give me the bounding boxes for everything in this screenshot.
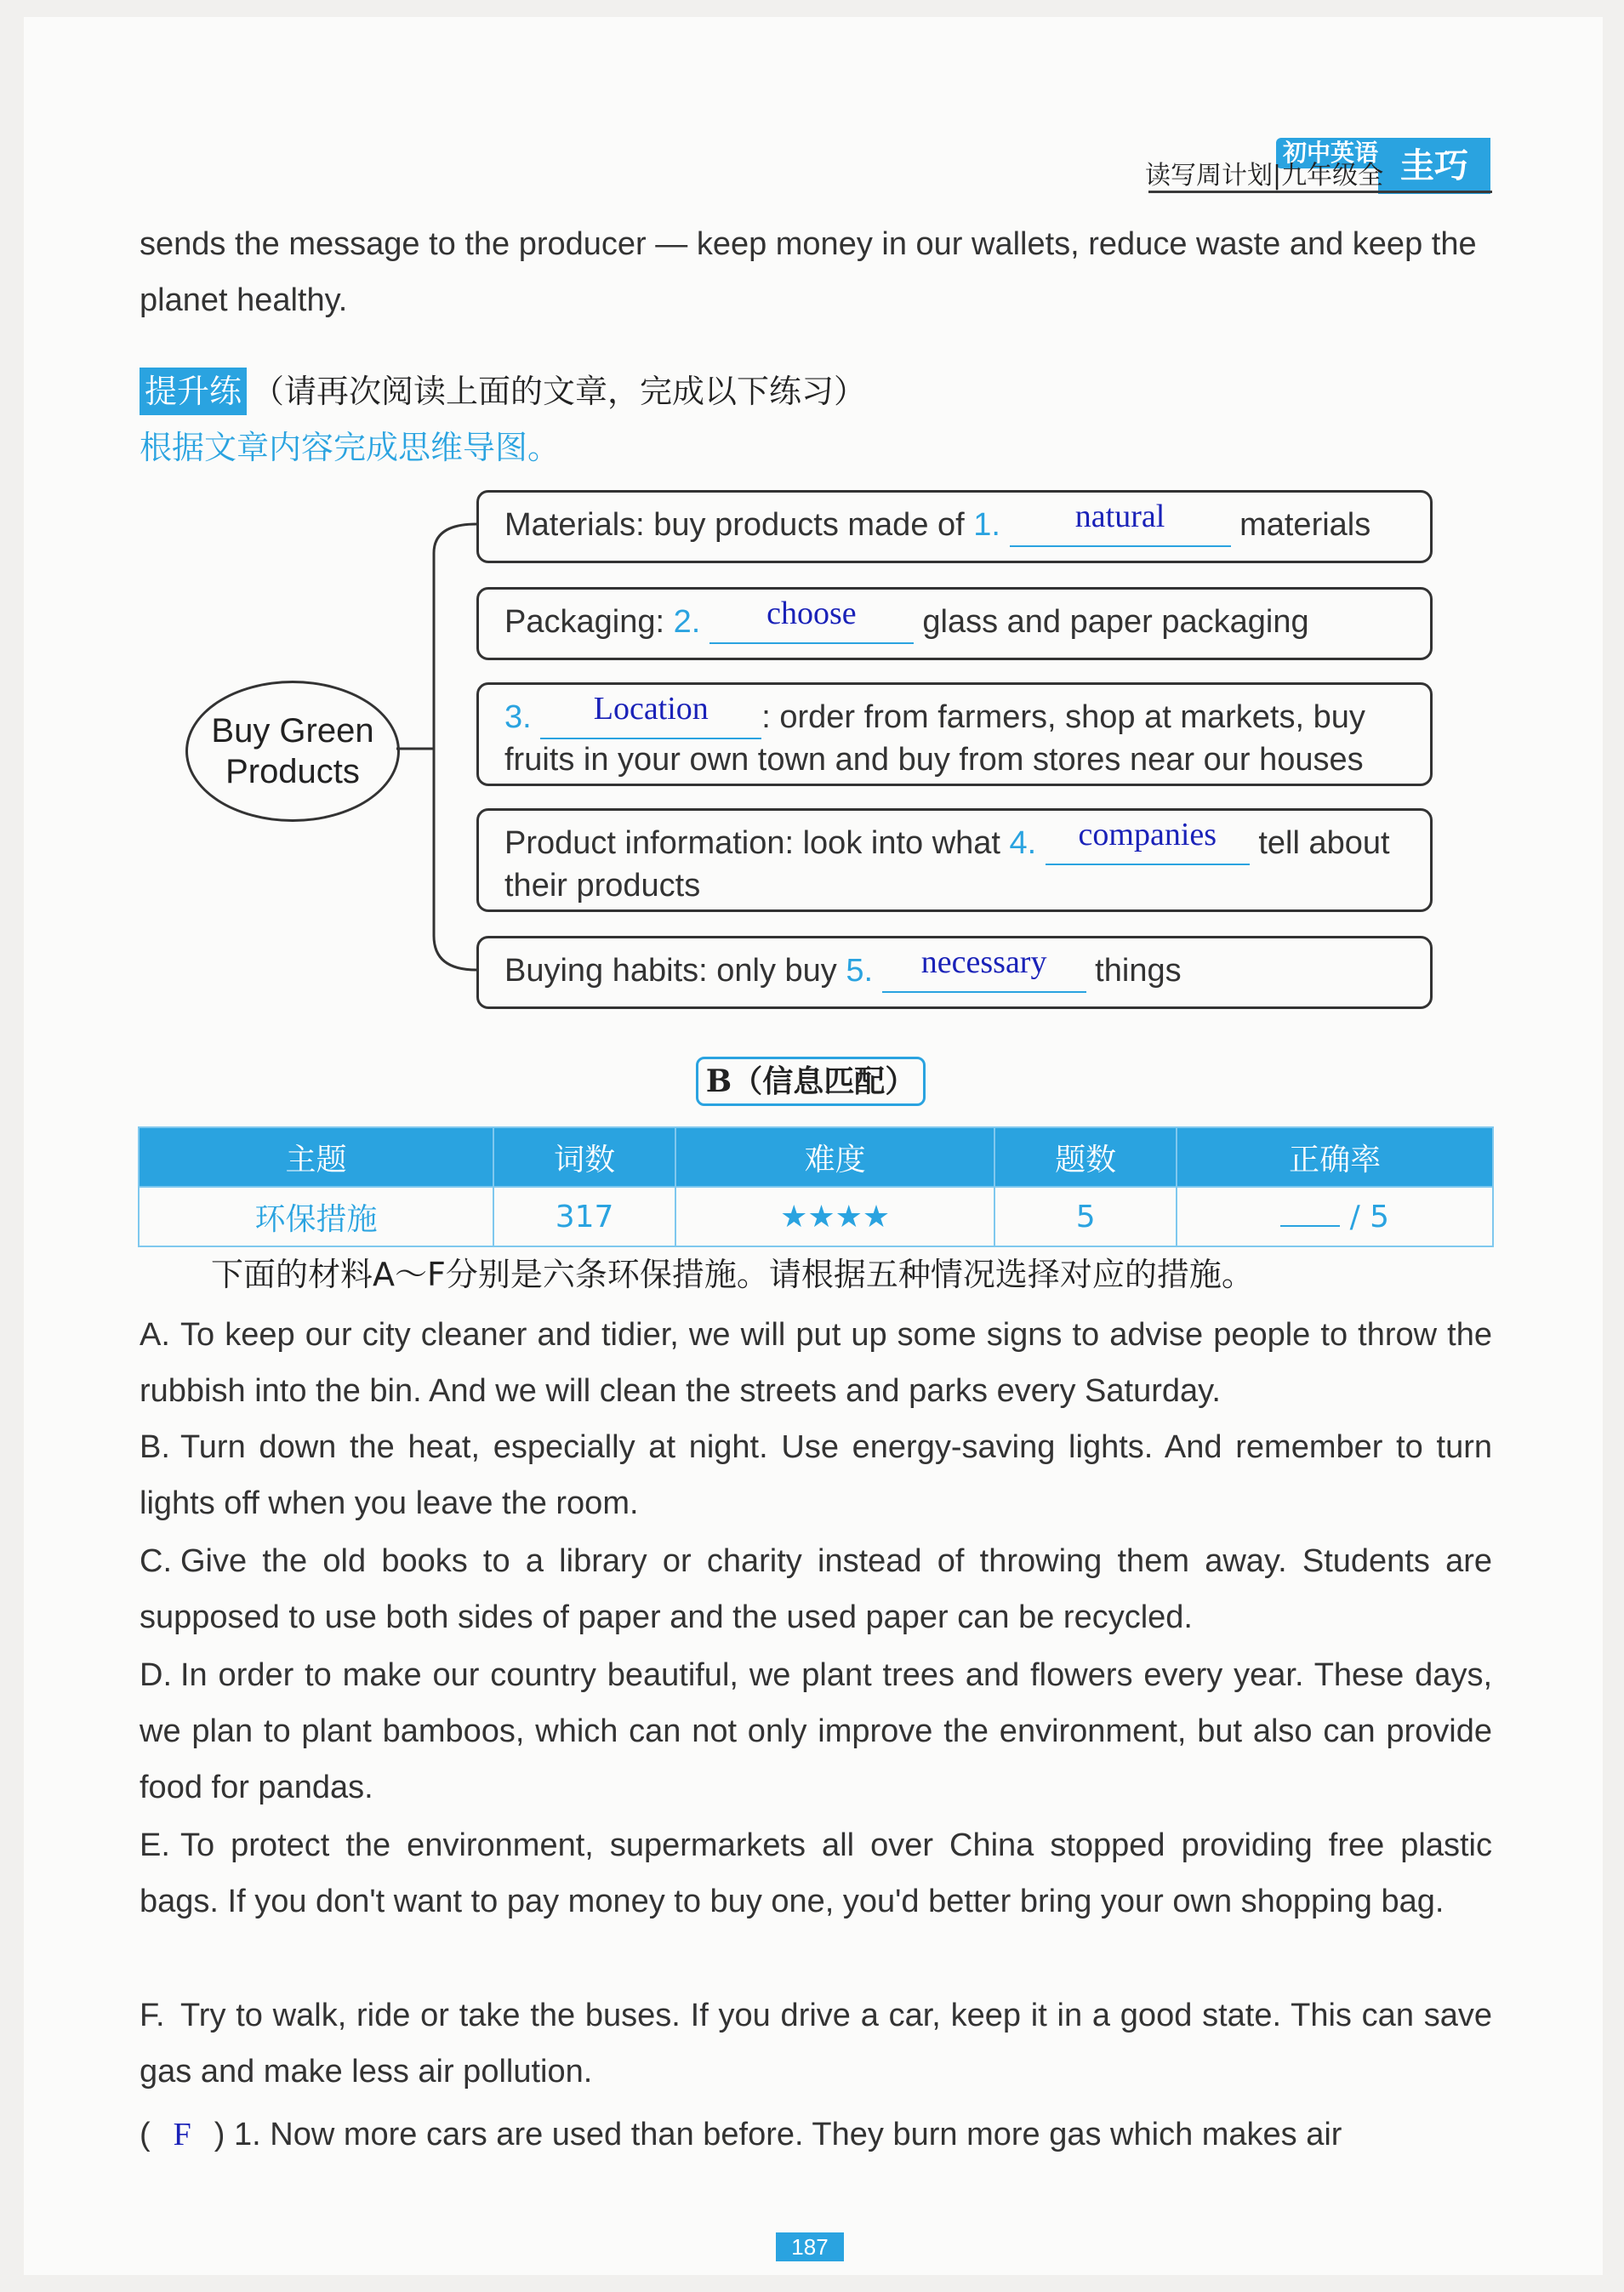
answer-4: companies <box>1078 817 1217 852</box>
series-subtitle: 读写周计划|九年级全 <box>1145 161 1384 191</box>
question-1-answer[interactable]: F <box>173 2117 191 2152</box>
mind-map-center: Buy Green Products <box>185 681 400 822</box>
mind-map-item-materials: Materials: buy products made of 1. natural materials <box>476 490 1433 563</box>
table-header: 题数 <box>994 1127 1177 1187</box>
question-1: ( F ) 1. Now more cars are used than before. They burn more gas which makes air <box>140 2107 1492 2163</box>
mind-map-item-buying-habits: Buying habits: only buy 5. necessary things <box>476 936 1433 1009</box>
option-b: B. Turn down the heat, especially at night. Use energy-saving lights. And remember to turn lights off when you leave the room. <box>140 1429 1492 1521</box>
table-header: 词数 <box>493 1127 675 1187</box>
option-d: D. In order to make our country beautiful, we plant trees and flowers every year. These days, we plan to plant bamboos, which can not only improve the environment, but also can provide food for pandas. <box>140 1657 1492 1805</box>
page-number: 187 <box>776 2232 844 2261</box>
answer-1: natural <box>1074 499 1165 534</box>
section-title: （请再次阅读上面的文章，完成以下练习） <box>252 373 867 410</box>
option-f: F. Try to walk, ride or take the buses. If you drive a car, keep it in a good state. This can save gas and make less air pollution. <box>140 1998 1492 2090</box>
table-cell-words: 317 <box>493 1187 675 1246</box>
section-subtitle: 根据文章内容完成思维导图。 <box>140 429 561 466</box>
series-badge: 初中英语 <box>1276 138 1385 168</box>
table-cell-accuracy: / 5 <box>1177 1187 1493 1246</box>
instruction: 下面的材料A～F分别是六条环保措施。请根据五种情况选择对应的措施。 <box>211 1256 1254 1293</box>
answer-3: Location <box>593 691 709 727</box>
blank-3[interactable] <box>540 691 761 739</box>
section-tag: 提升练 <box>140 368 247 415</box>
table-header: 主题 <box>139 1127 493 1187</box>
table-header: 正确率 <box>1177 1127 1493 1187</box>
blank-1[interactable] <box>1010 499 1231 547</box>
blank-4[interactable] <box>1046 817 1250 865</box>
table-header: 难度 <box>675 1127 994 1187</box>
mind-map-item-location: 3. Location : order from farmers, shop at markets, buy fruits in your own town and buy from stores near our houses <box>476 682 1433 786</box>
table-header-row <box>139 1127 1493 1187</box>
brand-logo: 圭巧 <box>1378 138 1490 194</box>
option-e: E. To protect the environment, supermarkets all over China stopped providing free plastic bags. If you don't want to pay money to buy one, you'd better bring your own shopping bag. <box>140 1827 1492 1919</box>
blank-5[interactable] <box>882 944 1086 993</box>
mind-map-item-packaging: Packaging: 2. choose glass and paper packaging <box>476 587 1433 660</box>
answer-5: necessary <box>920 944 1047 980</box>
accuracy-blank[interactable] <box>1280 1225 1340 1227</box>
table-cell-count: 5 <box>994 1187 1177 1246</box>
mind-map-item-product-info: Product information: look into what 4. companies tell about their products <box>476 808 1433 912</box>
option-a: A. To keep our city cleaner and tidier, we will put up some signs to advise people to throw the rubbish into the bin. And we will clean the streets and parks every Saturday. <box>140 1317 1492 1409</box>
answer-2: choose <box>766 596 857 631</box>
table-row <box>139 1187 1493 1246</box>
intro-paragraph: sends the message to the producer — keep money in our wallets, reduce waste and keep the planet healthy. <box>140 226 1477 318</box>
table-cell-topic: 环保措施 <box>139 1187 493 1246</box>
blank-2[interactable] <box>709 596 914 644</box>
part-b-title: B（信息匹配） <box>696 1057 926 1106</box>
option-c: C. Give the old books to a library or charity instead of throwing them away. Students are supposed to use both sides of paper and the used paper can be recycled. <box>140 1543 1492 1635</box>
table-cell-difficulty: ★★★★ <box>675 1187 994 1246</box>
stats-table <box>138 1126 1494 1247</box>
